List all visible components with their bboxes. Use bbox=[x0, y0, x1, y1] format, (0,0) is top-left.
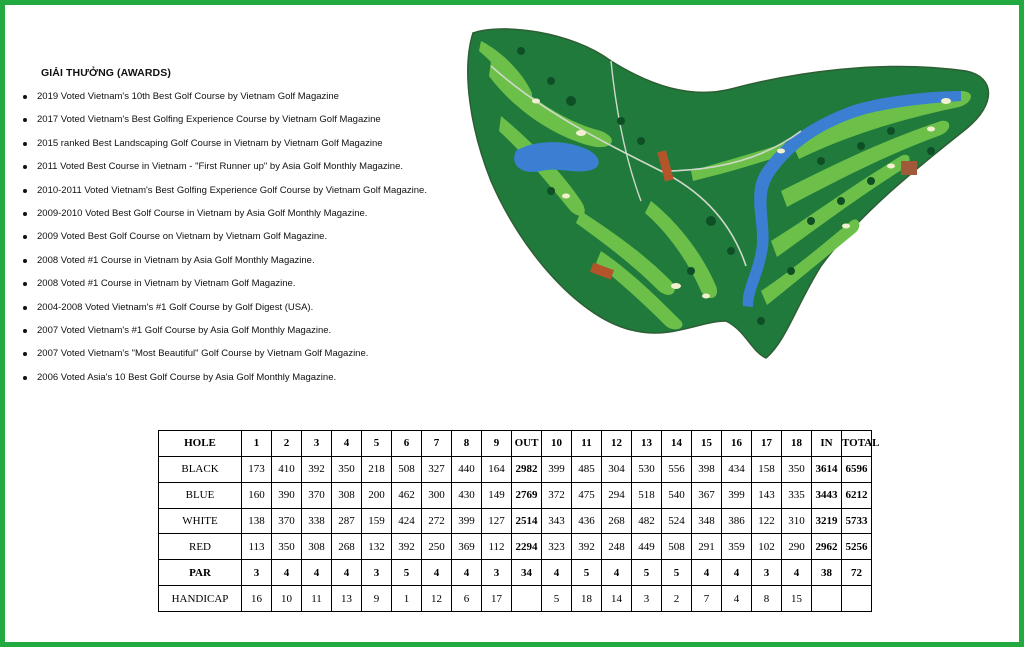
table-cell: 3 bbox=[752, 560, 782, 586]
table-cell: 485 bbox=[572, 456, 602, 482]
table-header-cell: OUT bbox=[512, 431, 542, 457]
table-header-cell: IN bbox=[812, 431, 842, 457]
course-boundary bbox=[468, 29, 989, 358]
award-item: 2009-2010 Voted Best Golf Course in Vietnam by Asia Golf Monthly Magazine. bbox=[23, 202, 463, 225]
table-cell: 398 bbox=[692, 456, 722, 482]
table-cell: 430 bbox=[452, 482, 482, 508]
table-cell: 143 bbox=[752, 482, 782, 508]
table-cell: 399 bbox=[452, 508, 482, 534]
table-cell: 524 bbox=[662, 508, 692, 534]
table-cell: 4 bbox=[722, 560, 752, 586]
table-cell: 2982 bbox=[512, 456, 542, 482]
row-label: PAR bbox=[159, 560, 242, 586]
table-cell: 475 bbox=[572, 482, 602, 508]
table-cell: 335 bbox=[782, 482, 812, 508]
table-cell: 11 bbox=[302, 586, 332, 612]
table-cell: 323 bbox=[542, 534, 572, 560]
table-header-cell: 4 bbox=[332, 431, 362, 457]
table-cell: 287 bbox=[332, 508, 362, 534]
award-item: 2007 Voted Vietnam's #1 Golf Course by Asia Golf Monthly Magazine. bbox=[23, 319, 463, 342]
table-header-cell: 10 bbox=[542, 431, 572, 457]
table-cell: 2514 bbox=[512, 508, 542, 534]
table-cell: 158 bbox=[752, 456, 782, 482]
table-cell: 508 bbox=[392, 456, 422, 482]
table-cell: 3 bbox=[362, 560, 392, 586]
table-cell: 3443 bbox=[812, 482, 842, 508]
table-cell: 2 bbox=[662, 586, 692, 612]
table-cell: 3 bbox=[632, 586, 662, 612]
table-header-cell: 1 bbox=[242, 431, 272, 457]
bullet-icon bbox=[23, 282, 27, 286]
table-cell: 392 bbox=[572, 534, 602, 560]
table-cell: 392 bbox=[392, 534, 422, 560]
bullet-icon bbox=[23, 189, 27, 193]
scorecard-table bbox=[158, 430, 880, 612]
award-item: 2008 Voted #1 Course in Vietnam by Vietnam Golf Magazine. bbox=[23, 272, 463, 295]
table-cell: 173 bbox=[242, 456, 272, 482]
award-item: 2010-2011 Voted Vietnam's Best Golfing Experience Golf Course by Vietnam Golf Magazine. bbox=[23, 179, 463, 202]
table-cell: 434 bbox=[722, 456, 752, 482]
table-cell: 5256 bbox=[842, 534, 872, 560]
golf-course-map bbox=[461, 21, 1001, 361]
row-label: BLUE bbox=[159, 482, 242, 508]
table-header-cell: 12 bbox=[602, 431, 632, 457]
table-cell: 372 bbox=[542, 482, 572, 508]
table-cell: 399 bbox=[722, 482, 752, 508]
table-cell: 5 bbox=[632, 560, 662, 586]
row-label: WHITE bbox=[159, 508, 242, 534]
table-cell: 300 bbox=[422, 482, 452, 508]
table-cell: 343 bbox=[542, 508, 572, 534]
award-item: 2015 ranked Best Landscaping Golf Course in Vietnam by Vietnam Golf Magazine bbox=[23, 132, 463, 155]
table-cell: 348 bbox=[692, 508, 722, 534]
table-cell: 449 bbox=[632, 534, 662, 560]
award-item: 2017 Voted Vietnam's Best Golfing Experience Course by Vietnam Golf Magazine bbox=[23, 108, 463, 131]
row-label: RED bbox=[159, 534, 242, 560]
table-cell: 200 bbox=[362, 482, 392, 508]
table-cell: 17 bbox=[482, 586, 512, 612]
table-cell: 3614 bbox=[812, 456, 842, 482]
table-cell: 291 bbox=[692, 534, 722, 560]
table-cell: 4 bbox=[422, 560, 452, 586]
table-cell bbox=[812, 586, 842, 612]
table-cell: 518 bbox=[632, 482, 662, 508]
table-header-cell: 7 bbox=[422, 431, 452, 457]
table-cell: 250 bbox=[422, 534, 452, 560]
award-item: 2007 Voted Vietnam's "Most Beautiful" Golf Course by Vietnam Golf Magazine. bbox=[23, 342, 463, 365]
table-cell: 5 bbox=[572, 560, 602, 586]
table-cell: 508 bbox=[662, 534, 692, 560]
table-cell: 5 bbox=[662, 560, 692, 586]
award-item: 2006 Voted Asia's 10 Best Golf Course by Asia Golf Monthly Magazine. bbox=[23, 366, 463, 389]
bullet-icon bbox=[23, 329, 27, 333]
table-cell: 327 bbox=[422, 456, 452, 482]
table-cell: 113 bbox=[242, 534, 272, 560]
table-row bbox=[159, 560, 872, 586]
table-cell: 308 bbox=[332, 482, 362, 508]
table-cell: 3219 bbox=[812, 508, 842, 534]
table-cell: 290 bbox=[782, 534, 812, 560]
table-cell: 390 bbox=[272, 482, 302, 508]
table-cell: 5 bbox=[542, 586, 572, 612]
table-header-cell: 6 bbox=[392, 431, 422, 457]
table-row bbox=[159, 586, 872, 612]
table-cell: 4 bbox=[302, 560, 332, 586]
table-header-cell: 11 bbox=[572, 431, 602, 457]
table-cell: 350 bbox=[782, 456, 812, 482]
table-cell: 16 bbox=[242, 586, 272, 612]
table-cell: 10 bbox=[272, 586, 302, 612]
table-cell: 272 bbox=[422, 508, 452, 534]
table-cell: 386 bbox=[722, 508, 752, 534]
table-cell: 12 bbox=[422, 586, 452, 612]
table-cell: 392 bbox=[302, 456, 332, 482]
award-item: 2019 Voted Vietnam's 10th Best Golf Course by Vietnam Golf Magazine bbox=[23, 85, 463, 108]
table-cell: 482 bbox=[632, 508, 662, 534]
table-cell: 5733 bbox=[842, 508, 872, 534]
awards-title: GIẢI THƯỞNG (AWARDS) bbox=[41, 67, 171, 79]
table-cell: 424 bbox=[392, 508, 422, 534]
table-cell: 4 bbox=[272, 560, 302, 586]
table-row bbox=[159, 508, 872, 534]
table-cell: 4 bbox=[782, 560, 812, 586]
bullet-icon bbox=[23, 118, 27, 122]
table-row bbox=[159, 456, 872, 482]
table-cell: 370 bbox=[302, 482, 332, 508]
awards-list bbox=[23, 85, 463, 389]
row-label: BLACK bbox=[159, 456, 242, 482]
table-cell bbox=[842, 586, 872, 612]
table-cell: 530 bbox=[632, 456, 662, 482]
award-item: 2011 Voted Best Course in Vietnam - "First Runner up" by Asia Golf Monthly Magazine. bbox=[23, 155, 463, 178]
table-cell: 72 bbox=[842, 560, 872, 586]
table-cell: 304 bbox=[602, 456, 632, 482]
table-row bbox=[159, 534, 872, 560]
table-cell: 399 bbox=[542, 456, 572, 482]
table-cell: 440 bbox=[452, 456, 482, 482]
table-cell: 102 bbox=[752, 534, 782, 560]
table-cell: 308 bbox=[302, 534, 332, 560]
bullet-icon bbox=[23, 212, 27, 216]
table-header-cell: HOLE bbox=[159, 431, 242, 457]
table-header-cell: 15 bbox=[692, 431, 722, 457]
table-cell: 540 bbox=[662, 482, 692, 508]
table-cell: 350 bbox=[332, 456, 362, 482]
table-cell: 2962 bbox=[812, 534, 842, 560]
table-cell: 556 bbox=[662, 456, 692, 482]
table-cell: 15 bbox=[782, 586, 812, 612]
table-cell: 9 bbox=[362, 586, 392, 612]
table-cell: 7 bbox=[692, 586, 722, 612]
table-cell: 4 bbox=[332, 560, 362, 586]
table-header-cell: 8 bbox=[452, 431, 482, 457]
building bbox=[901, 161, 917, 175]
table-cell: 4 bbox=[692, 560, 722, 586]
table-row bbox=[159, 482, 872, 508]
table-cell: 359 bbox=[722, 534, 752, 560]
table-header-cell: 13 bbox=[632, 431, 662, 457]
table-cell: 4 bbox=[542, 560, 572, 586]
table-header-cell: 14 bbox=[662, 431, 692, 457]
award-item: 2004-2008 Voted Vietnam's #1 Golf Course by Golf Digest (USA). bbox=[23, 296, 463, 319]
table-cell: 138 bbox=[242, 508, 272, 534]
table-cell: 13 bbox=[332, 586, 362, 612]
table-cell: 159 bbox=[362, 508, 392, 534]
table-cell: 6596 bbox=[842, 456, 872, 482]
table-cell: 462 bbox=[392, 482, 422, 508]
table-cell: 2769 bbox=[512, 482, 542, 508]
table-cell: 410 bbox=[272, 456, 302, 482]
bullet-icon bbox=[23, 306, 27, 310]
table-cell: 164 bbox=[482, 456, 512, 482]
table-cell: 218 bbox=[362, 456, 392, 482]
table-cell: 370 bbox=[272, 508, 302, 534]
table-cell: 310 bbox=[782, 508, 812, 534]
table-cell: 4 bbox=[722, 586, 752, 612]
bullet-icon bbox=[23, 235, 27, 239]
bullet-icon bbox=[23, 352, 27, 356]
table-cell: 4 bbox=[602, 560, 632, 586]
table-cell: 4 bbox=[452, 560, 482, 586]
table-header-row bbox=[159, 431, 872, 457]
table-cell: 1 bbox=[392, 586, 422, 612]
table-cell: 112 bbox=[482, 534, 512, 560]
table-cell: 8 bbox=[752, 586, 782, 612]
bullet-icon bbox=[23, 376, 27, 380]
table-cell: 350 bbox=[272, 534, 302, 560]
table-cell: 122 bbox=[752, 508, 782, 534]
table-cell bbox=[512, 586, 542, 612]
table-cell: 294 bbox=[602, 482, 632, 508]
table-cell: 2294 bbox=[512, 534, 542, 560]
table-cell: 5 bbox=[392, 560, 422, 586]
award-item: 2008 Voted #1 Course in Vietnam by Asia Golf Monthly Magazine. bbox=[23, 249, 463, 272]
table-cell: 268 bbox=[332, 534, 362, 560]
table-cell: 338 bbox=[302, 508, 332, 534]
table-header-cell: 3 bbox=[302, 431, 332, 457]
table-cell: 436 bbox=[572, 508, 602, 534]
table-cell: 268 bbox=[602, 508, 632, 534]
awards-section bbox=[23, 67, 463, 389]
bullet-icon bbox=[23, 259, 27, 263]
table-cell: 132 bbox=[362, 534, 392, 560]
table-cell: 160 bbox=[242, 482, 272, 508]
table-cell: 18 bbox=[572, 586, 602, 612]
table-cell: 6212 bbox=[842, 482, 872, 508]
table-cell: 14 bbox=[602, 586, 632, 612]
table-header-cell: 2 bbox=[272, 431, 302, 457]
table-cell: 38 bbox=[812, 560, 842, 586]
bullet-icon bbox=[23, 95, 27, 99]
table-header-cell: 9 bbox=[482, 431, 512, 457]
table-cell: 34 bbox=[512, 560, 542, 586]
bullet-icon bbox=[23, 142, 27, 146]
table-cell: 369 bbox=[452, 534, 482, 560]
table-cell: 367 bbox=[692, 482, 722, 508]
table-cell: 3 bbox=[482, 560, 512, 586]
table-cell: 3 bbox=[242, 560, 272, 586]
table-header-cell: TOTAL bbox=[842, 431, 872, 457]
table-header-cell: 16 bbox=[722, 431, 752, 457]
table-cell: 149 bbox=[482, 482, 512, 508]
award-item: 2009 Voted Best Golf Course on Vietnam by Vietnam Golf Magazine. bbox=[23, 225, 463, 248]
table-header-cell: 17 bbox=[752, 431, 782, 457]
table-header-cell: 5 bbox=[362, 431, 392, 457]
table-cell: 248 bbox=[602, 534, 632, 560]
row-label: HANDICAP bbox=[159, 586, 242, 612]
table-cell: 127 bbox=[482, 508, 512, 534]
bullet-icon bbox=[23, 165, 27, 169]
table-cell: 6 bbox=[452, 586, 482, 612]
table-header-cell: 18 bbox=[782, 431, 812, 457]
